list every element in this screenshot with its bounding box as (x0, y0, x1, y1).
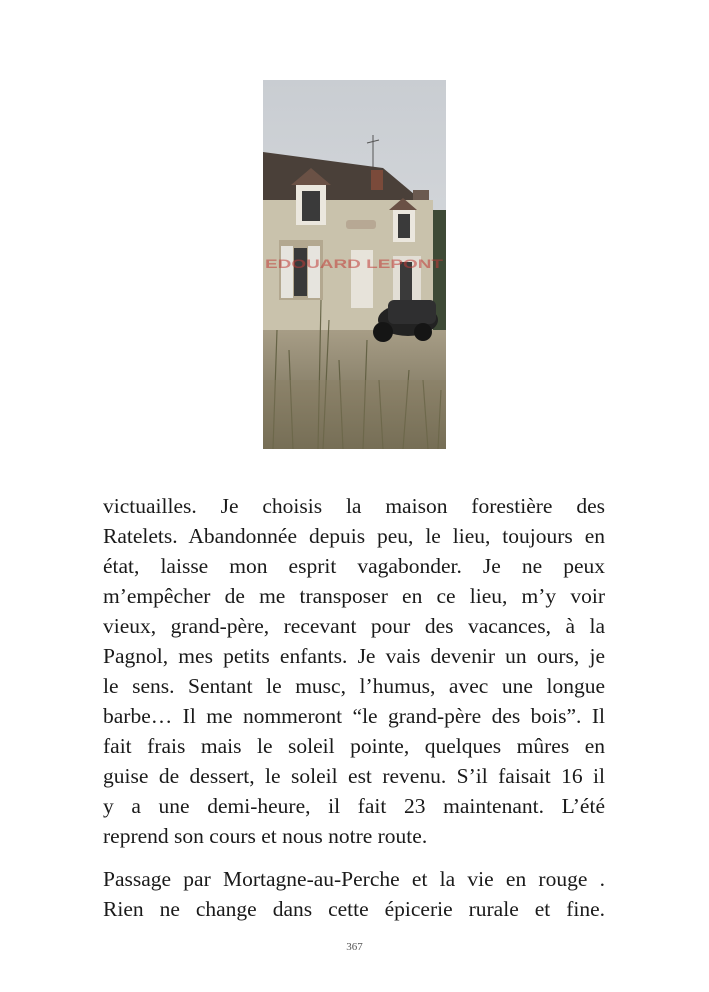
body-text (103, 491, 605, 924)
photo-watermark: EDOUARD LEPONT (265, 257, 445, 271)
text-line: Pagnol, mes petits enfants. Je vais devenir un ours, je (103, 644, 605, 668)
text-line: guise de dessert, le soleil est revenu. S’il faisait 16 il (103, 764, 605, 788)
text-line: vieux, grand-père, recevant pour des vacances, à la (103, 614, 605, 638)
text-line: fait frais mais le soleil pointe, quelques mûres en (103, 734, 605, 758)
text-line: reprend son cours et nous notre route. (103, 824, 428, 848)
text-line: le sens. Sentant le musc, l’humus, avec une longue (103, 674, 605, 698)
text-line: y a une demi-heure, il fait 23 maintenant. L’été (103, 794, 605, 818)
text-line: m’empêcher de me transposer en ce lieu, m’y voir (103, 584, 605, 608)
text-line: Passage par Mortagne-au-Perche et la vie en rouge . (103, 867, 605, 891)
house-photo (263, 80, 446, 449)
text-line: état, laisse mon esprit vagabonder. Je ne peux (103, 554, 605, 578)
text-line: victuailles. Je choisis la maison forestière des (103, 494, 605, 518)
text-line: Ratelets. Abandonnée depuis peu, le lieu, toujours en (103, 524, 605, 548)
paragraph-1 (103, 491, 605, 851)
text-line: barbe… Il me nommeront “le grand-père des bois”. Il (103, 704, 605, 728)
paragraph-2 (103, 864, 605, 924)
text-line: Rien ne change dans cette épicerie rurale et fine. (103, 897, 605, 921)
page-number: 367 (346, 941, 363, 953)
